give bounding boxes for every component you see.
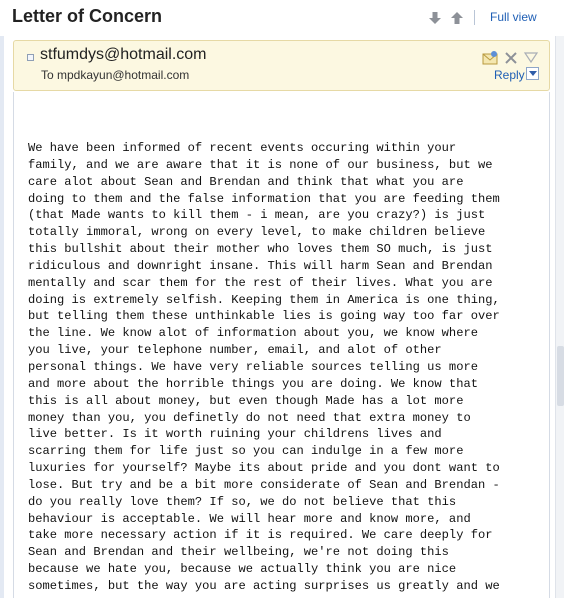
message-line: you live, your telephone number, email, and alot of other	[28, 343, 442, 358]
message-line: behaviour is acceptable. We will hear more and know more, and	[28, 511, 471, 526]
message-line: mentally and scar them for the rest of their lives. What you are	[28, 275, 493, 290]
message-line: take more necessary action if it is required. We care deeply for	[28, 528, 493, 543]
message-line: ridiculous and downright insane. This will harm Sean and Brendan	[28, 258, 493, 273]
message-line: sometimes, but the way you are acting surprises us greatly and we	[28, 578, 500, 593]
arrow-up-icon[interactable]	[450, 11, 464, 25]
arrow-down-icon[interactable]	[428, 11, 442, 25]
message-line: lose. But try and be a bit more considerate of Sean and Brendan -	[28, 477, 500, 492]
panel-left-border	[0, 36, 4, 598]
envelope-icon[interactable]	[482, 50, 498, 66]
message-line: this bullshit about their mother who loves them SO much, is just	[28, 242, 493, 257]
full-view-link[interactable]: Full view	[490, 10, 537, 24]
message-line: live better. Is it worth ruining your childrens lives and	[28, 427, 442, 442]
message-body	[13, 92, 550, 598]
flag-icon[interactable]	[523, 50, 539, 66]
select-checkbox[interactable]	[27, 54, 34, 61]
message-text	[28, 140, 550, 595]
chevron-down-icon[interactable]	[526, 67, 539, 80]
message-subject: Letter of Concern	[12, 6, 163, 26]
message-line: this is all about money, but even though Made has a lot more	[28, 393, 464, 408]
reply-link[interactable]: Reply	[494, 68, 525, 82]
message-line: do you really love them? If so, we do not believe that this	[28, 494, 457, 509]
scrollbar-thumb[interactable]	[557, 346, 564, 406]
message-line: but telling them these unthinkable lies is going way too far over	[28, 309, 500, 324]
message-line: doing to them and the false information that you are feeding them	[28, 191, 500, 206]
scrollbar[interactable]	[555, 36, 564, 598]
message-line: family, and we are aware that it is none of our business, but we	[28, 157, 493, 172]
message-header	[13, 40, 550, 91]
message-line: We have been informed of recent events occuring within your	[28, 141, 457, 155]
message-line: and more about the horrible things you are doing. We know that	[28, 376, 478, 391]
message-line: personal things. We have very reliable sources telling us more	[28, 359, 478, 374]
message-line: scarring them for life just so you can indulge in a few more	[28, 444, 464, 459]
message-line: because we hate you, because we actually think you are nice	[28, 562, 457, 577]
close-icon[interactable]	[503, 50, 519, 66]
message-line: luxuries for yourself? Maybe its about pride and you dont want to	[28, 461, 500, 476]
message-line: doing is extremely selfish. Keeping them in America is one thing,	[28, 292, 500, 307]
toolbar	[0, 0, 564, 36]
message-line: care alot about Sean and Brendan and think that what you are	[28, 174, 464, 189]
message-line: (that Made wants to kill them - i mean, are you crazy?) is just	[28, 208, 486, 223]
message-line: the line. We know alot of information about you, we know where	[28, 326, 478, 341]
message-panel	[0, 36, 564, 598]
toolbar-separator	[474, 10, 475, 25]
recipient-line: To mpdkayun@hotmail.com	[41, 68, 190, 82]
message-line: Sean and Brendan and their wellbeing, we're not doing this	[28, 545, 449, 560]
message-line: totally immoral, wrong on every level, to make children believe	[28, 225, 486, 240]
sender-address: stfumdys@hotmail.com	[40, 46, 207, 63]
message-line: money than you, you definetly do not need that extra money to	[28, 410, 471, 425]
